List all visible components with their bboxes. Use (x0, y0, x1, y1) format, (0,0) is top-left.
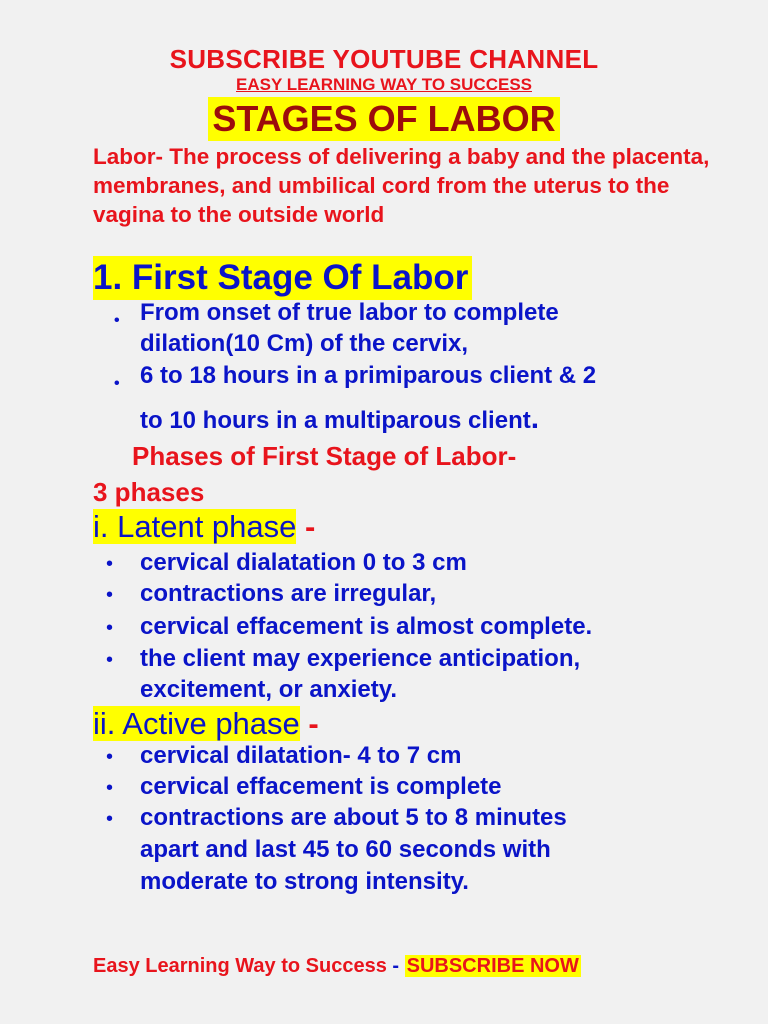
phases-title: Phases of First Stage of Labor- (132, 441, 517, 471)
channel-link[interactable]: EASY LEARNING WAY TO SUCCESS (236, 75, 532, 94)
subscribe-now-button[interactable]: SUBSCRIBE NOW (406, 955, 579, 977)
first-stage-bullet-2-period: . (530, 402, 540, 435)
main-title-wrap (0, 97, 768, 141)
active-bullet-2: cervical effacement is complete (140, 773, 502, 800)
first-stage-bullet-2-text: to 10 hours in a multiparous client (140, 407, 531, 434)
active-bullet-3-cont-1: apart and last 45 to 60 seconds with (140, 836, 551, 863)
footer (93, 952, 581, 980)
latent-bullet-4-cont: excitement, or anxiety. (140, 676, 397, 703)
main-title: STAGES OF LABOR (208, 97, 559, 141)
latent-bullet-2: contractions are irregular, (140, 580, 437, 607)
latent-bullet-1: cervical dialatation 0 to 3 cm (140, 549, 467, 576)
active-phase-label: ii. Active phase (93, 706, 300, 741)
latent-bullet-4: the client may experience anticipation, (140, 645, 581, 672)
first-stage-bullet-2-line-1: 6 to 18 hours in a primiparous client & 2 (140, 362, 597, 389)
phases-count: 3 phases (93, 477, 205, 507)
latent-bullet-3: cervical effacement is almost complete. (140, 613, 593, 640)
first-stage-heading: 1. First Stage Of Labor (93, 256, 472, 300)
active-bullet-1: cervical dilatation- 4 to 7 cm (140, 742, 462, 769)
subscribe-title: SUBSCRIBE YOUTUBE CHANNEL (169, 44, 599, 74)
bullet-icon: • (106, 808, 114, 830)
latent-phase-dash: - (296, 509, 316, 544)
bullet-icon: • (114, 375, 120, 392)
active-phase-heading (93, 705, 319, 743)
active-bullet-3-cont-2: moderate to strong intensity. (140, 868, 469, 895)
bullet-icon: • (106, 777, 114, 799)
first-stage-bullet-1-line-1: From onset of true labor to complete (140, 299, 559, 326)
first-stage-bullet-1-line-2: dilation(10 Cm) of the cervix, (140, 330, 469, 357)
bullet-icon: • (106, 746, 114, 768)
labor-definition: Labor- The process of delivering a baby and the placenta, membranes, and umbilical cord from the uterus to the vagina to the outside world (93, 144, 710, 227)
first-stage-bullet-2-line-2 (140, 404, 539, 436)
active-phase-dash: - (299, 706, 319, 741)
bullet-icon: • (114, 312, 120, 329)
latent-phase-label: i. Latent phase (93, 509, 297, 544)
latent-phase-heading (93, 508, 315, 546)
bullet-icon: • (106, 553, 114, 575)
bullet-icon: • (106, 584, 114, 606)
active-bullet-3: contractions are about 5 to 8 minutes (140, 804, 567, 831)
footer-channel: Easy Learning Way to Success (93, 955, 387, 977)
bullet-icon: • (106, 649, 114, 671)
bullet-icon: • (106, 617, 114, 639)
footer-separator: - (386, 955, 405, 977)
